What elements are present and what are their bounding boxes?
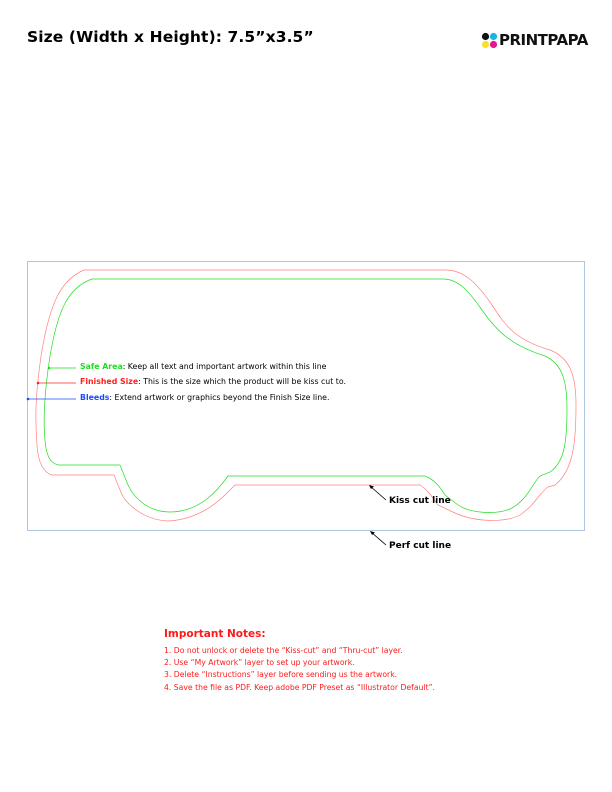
- legend-finished-size: [80, 377, 346, 386]
- note-item: 1. Do not unlock or delete the “Kiss-cut” and “Thru-cut” layer.: [164, 646, 403, 655]
- note-item: 4. Save the file as PDF. Keep adobe PDF Preset as “Illustrator Default”.: [164, 682, 435, 692]
- finished-size-label: Finished Size: [80, 377, 139, 386]
- safe-indicator-dot: [48, 367, 51, 370]
- important-notes: [164, 628, 435, 694]
- bleeds-text: : Extend artwork or graphics beyond the Finish Size line.: [109, 393, 330, 402]
- finished-size-text: : This is the size which the product will be kiss cut to.: [138, 377, 346, 386]
- bleed-indicator-dot: [27, 398, 30, 401]
- perf-cut-label: Perf cut line: [389, 541, 452, 551]
- logo-wordmark: PRINTPAPA: [499, 31, 588, 49]
- legend-bleeds: [80, 393, 329, 402]
- safe-area-label: Safe Area: [80, 362, 123, 371]
- note-item: 2. Use “My Artwork” layer to set up your artwork.: [164, 658, 355, 668]
- legend-safe-area: [80, 362, 326, 371]
- kiss-cut-label: Kiss cut line: [389, 496, 451, 506]
- safe-area-text: : Keep all text and important artwork within this line: [122, 362, 327, 371]
- kiss-cut-arrow-line: [370, 486, 386, 500]
- page-title: Size (Width x Height): 7.5”x3.5”: [27, 28, 314, 46]
- finished-indicator-dot: [37, 382, 40, 385]
- notes-title: Important Notes:: [164, 628, 266, 640]
- note-item: 3. Delete “Instructions” layer before sending us the artwork.: [164, 670, 398, 680]
- bleeds-label: Bleeds: [80, 393, 110, 402]
